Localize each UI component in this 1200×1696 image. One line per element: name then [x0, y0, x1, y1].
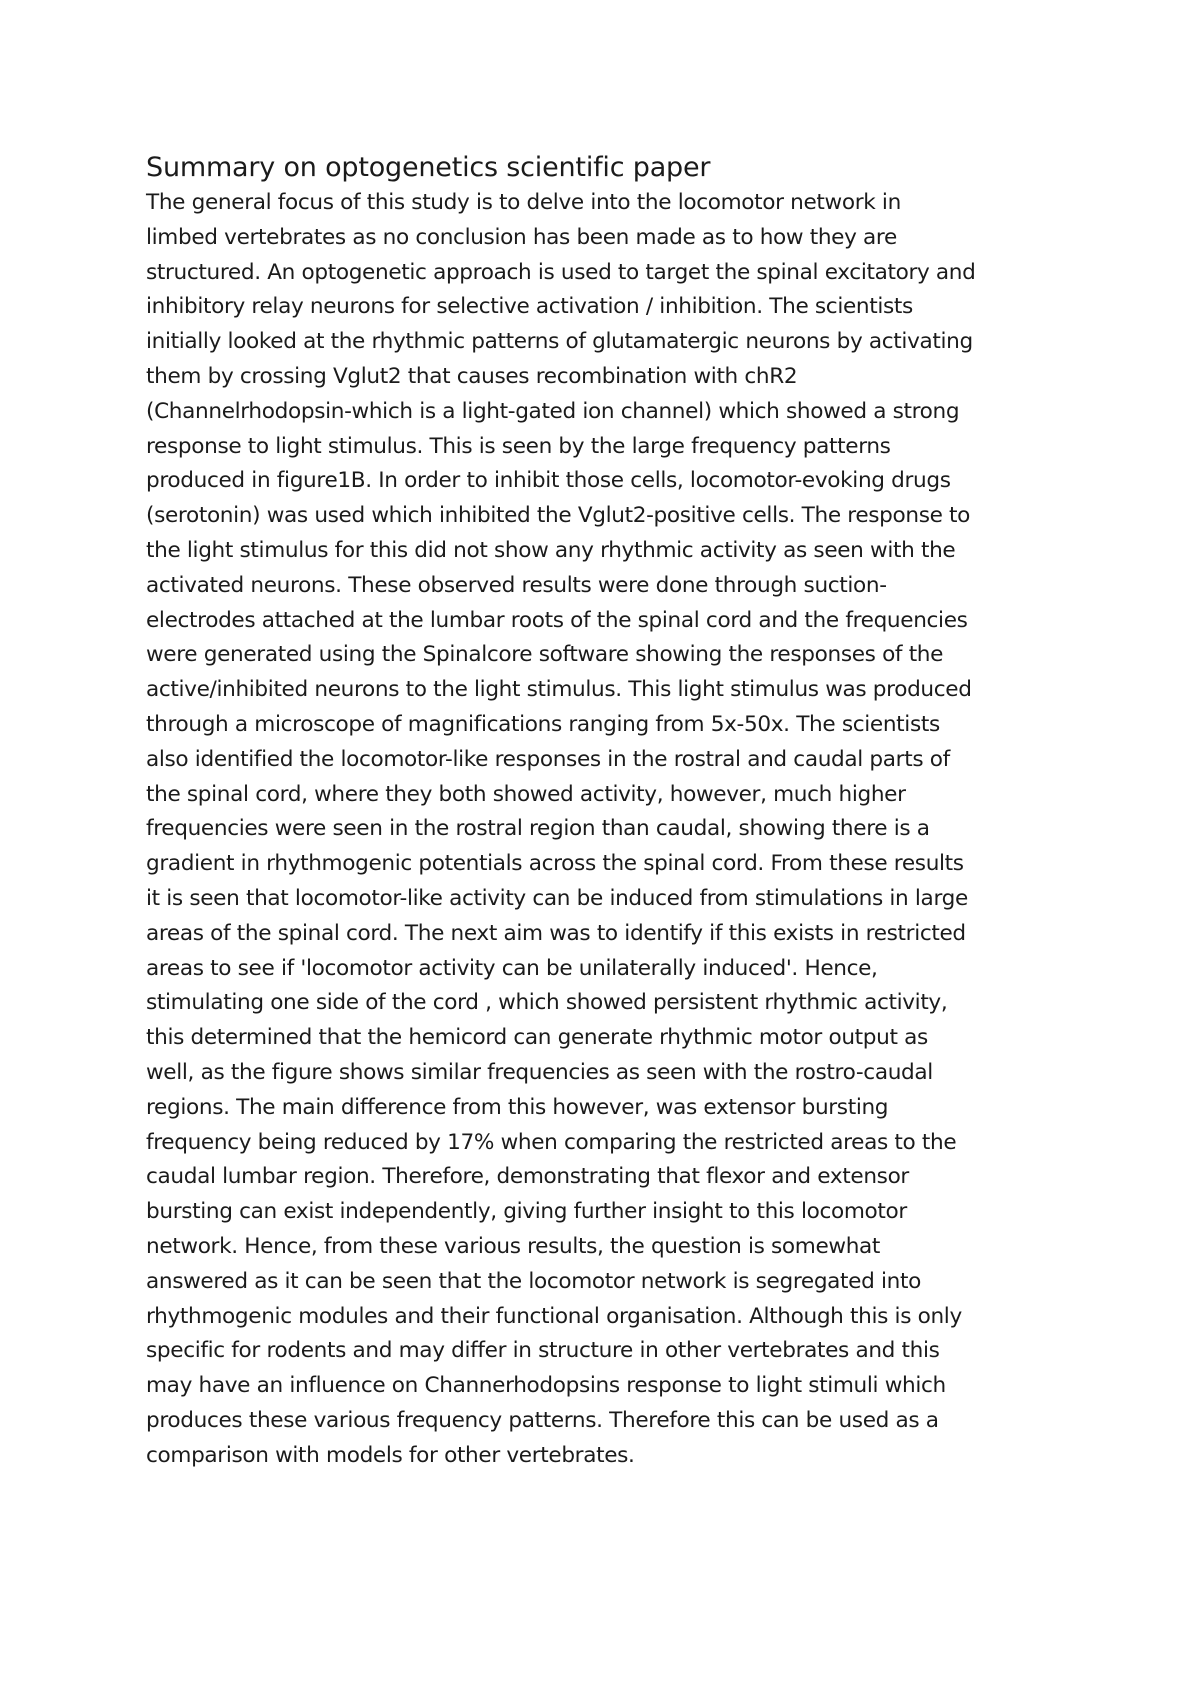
document-content: [146, 150, 1076, 1473]
body-line: stimulating one side of the cord , which showed persistent rhythmic activity,: [146, 990, 948, 1016]
document-title: Summary on optogenetics scientific paper: [146, 152, 711, 183]
body-line: regions. The main difference from this however, was extensor bursting: [146, 1094, 889, 1120]
body-line: electrodes attached at the lumbar roots of the spinal cord and the frequencies: [146, 607, 968, 633]
body-line: through a microscope of magnifications ranging from 5x-50x. The scientists: [146, 711, 940, 737]
body-line: well, as the figure shows similar frequencies as seen with the rostro-caudal: [146, 1059, 933, 1085]
body-line: this determined that the hemicord can generate rhythmic motor output as: [146, 1025, 928, 1051]
body-line: the spinal cord, where they both showed activity, however, much higher: [146, 781, 906, 807]
body-line: it is seen that locomotor-like activity can be induced from stimulations in large: [146, 885, 968, 911]
body-line: bursting can exist independently, giving further insight to this locomotor: [146, 1199, 907, 1225]
body-line: produced in figure1B. In order to inhibit those cells, locomotor-evoking drugs: [146, 468, 951, 494]
body-line: network. Hence, from these various results, the question is somewhat: [146, 1233, 881, 1259]
body-line: gradient in rhythmogenic potentials across the spinal cord. From these results: [146, 851, 964, 877]
body-line: frequency being reduced by 17% when comparing the restricted areas to the: [146, 1129, 957, 1155]
body-line: comparison with models for other vertebrates.: [146, 1442, 635, 1468]
body-line: were generated using the Spinalcore software showing the responses of the: [146, 642, 944, 668]
body-line: specific for rodents and may differ in structure in other vertebrates and this: [146, 1338, 940, 1364]
body-line: structured. An optogenetic approach is used to target the spinal excitatory and: [146, 259, 976, 285]
body-line: answered as it can be seen that the locomotor network is segregated into: [146, 1268, 921, 1294]
body-line: initially looked at the rhythmic patterns of glutamatergic neurons by activating: [146, 329, 973, 355]
body-line: the light stimulus for this did not show any rhythmic activity as seen with the: [146, 537, 956, 563]
body-line: areas to see if 'locomotor activity can be unilaterally induced'. Hence,: [146, 955, 878, 981]
body-line: inhibitory relay neurons for selective activation / inhibition. The scientists: [146, 294, 913, 320]
body-line: The general focus of this study is to delve into the locomotor network in: [146, 190, 901, 215]
body-line: active/inhibited neurons to the light stimulus. This light stimulus was produced: [146, 677, 972, 703]
body-line: areas of the spinal cord. The next aim was to identify if this exists in restricted: [146, 920, 966, 946]
body-line: rhythmogenic modules and their functional organisation. Although this is only: [146, 1303, 962, 1329]
document-body: [146, 186, 1076, 1473]
body-line: may have an influence on Channerhodopsins response to light stimuli which: [146, 1373, 946, 1399]
body-line: produces these various frequency patterns. Therefore this can be used as a: [146, 1407, 939, 1433]
body-line: activated neurons. These observed results were done through suction-: [146, 572, 887, 598]
body-line: frequencies were seen in the rostral region than caudal, showing there is a: [146, 816, 930, 842]
body-line: them by crossing Vglut2 that causes recombination with chR2: [146, 363, 798, 389]
body-line: caudal lumbar region. Therefore, demonstrating that flexor and extensor: [146, 1164, 909, 1190]
body-line: (Channelrhodopsin-which is a light-gated ion channel) which showed a strong: [146, 398, 960, 424]
body-line: response to light stimulus. This is seen by the large frequency patterns: [146, 433, 891, 459]
body-line: limbed vertebrates as no conclusion has been made as to how they are: [146, 224, 897, 250]
body-line: (serotonin) was used which inhibited the Vglut2-positive cells. The response to: [146, 503, 971, 529]
body-line: also identified the locomotor-like responses in the rostral and caudal parts of: [146, 746, 950, 772]
